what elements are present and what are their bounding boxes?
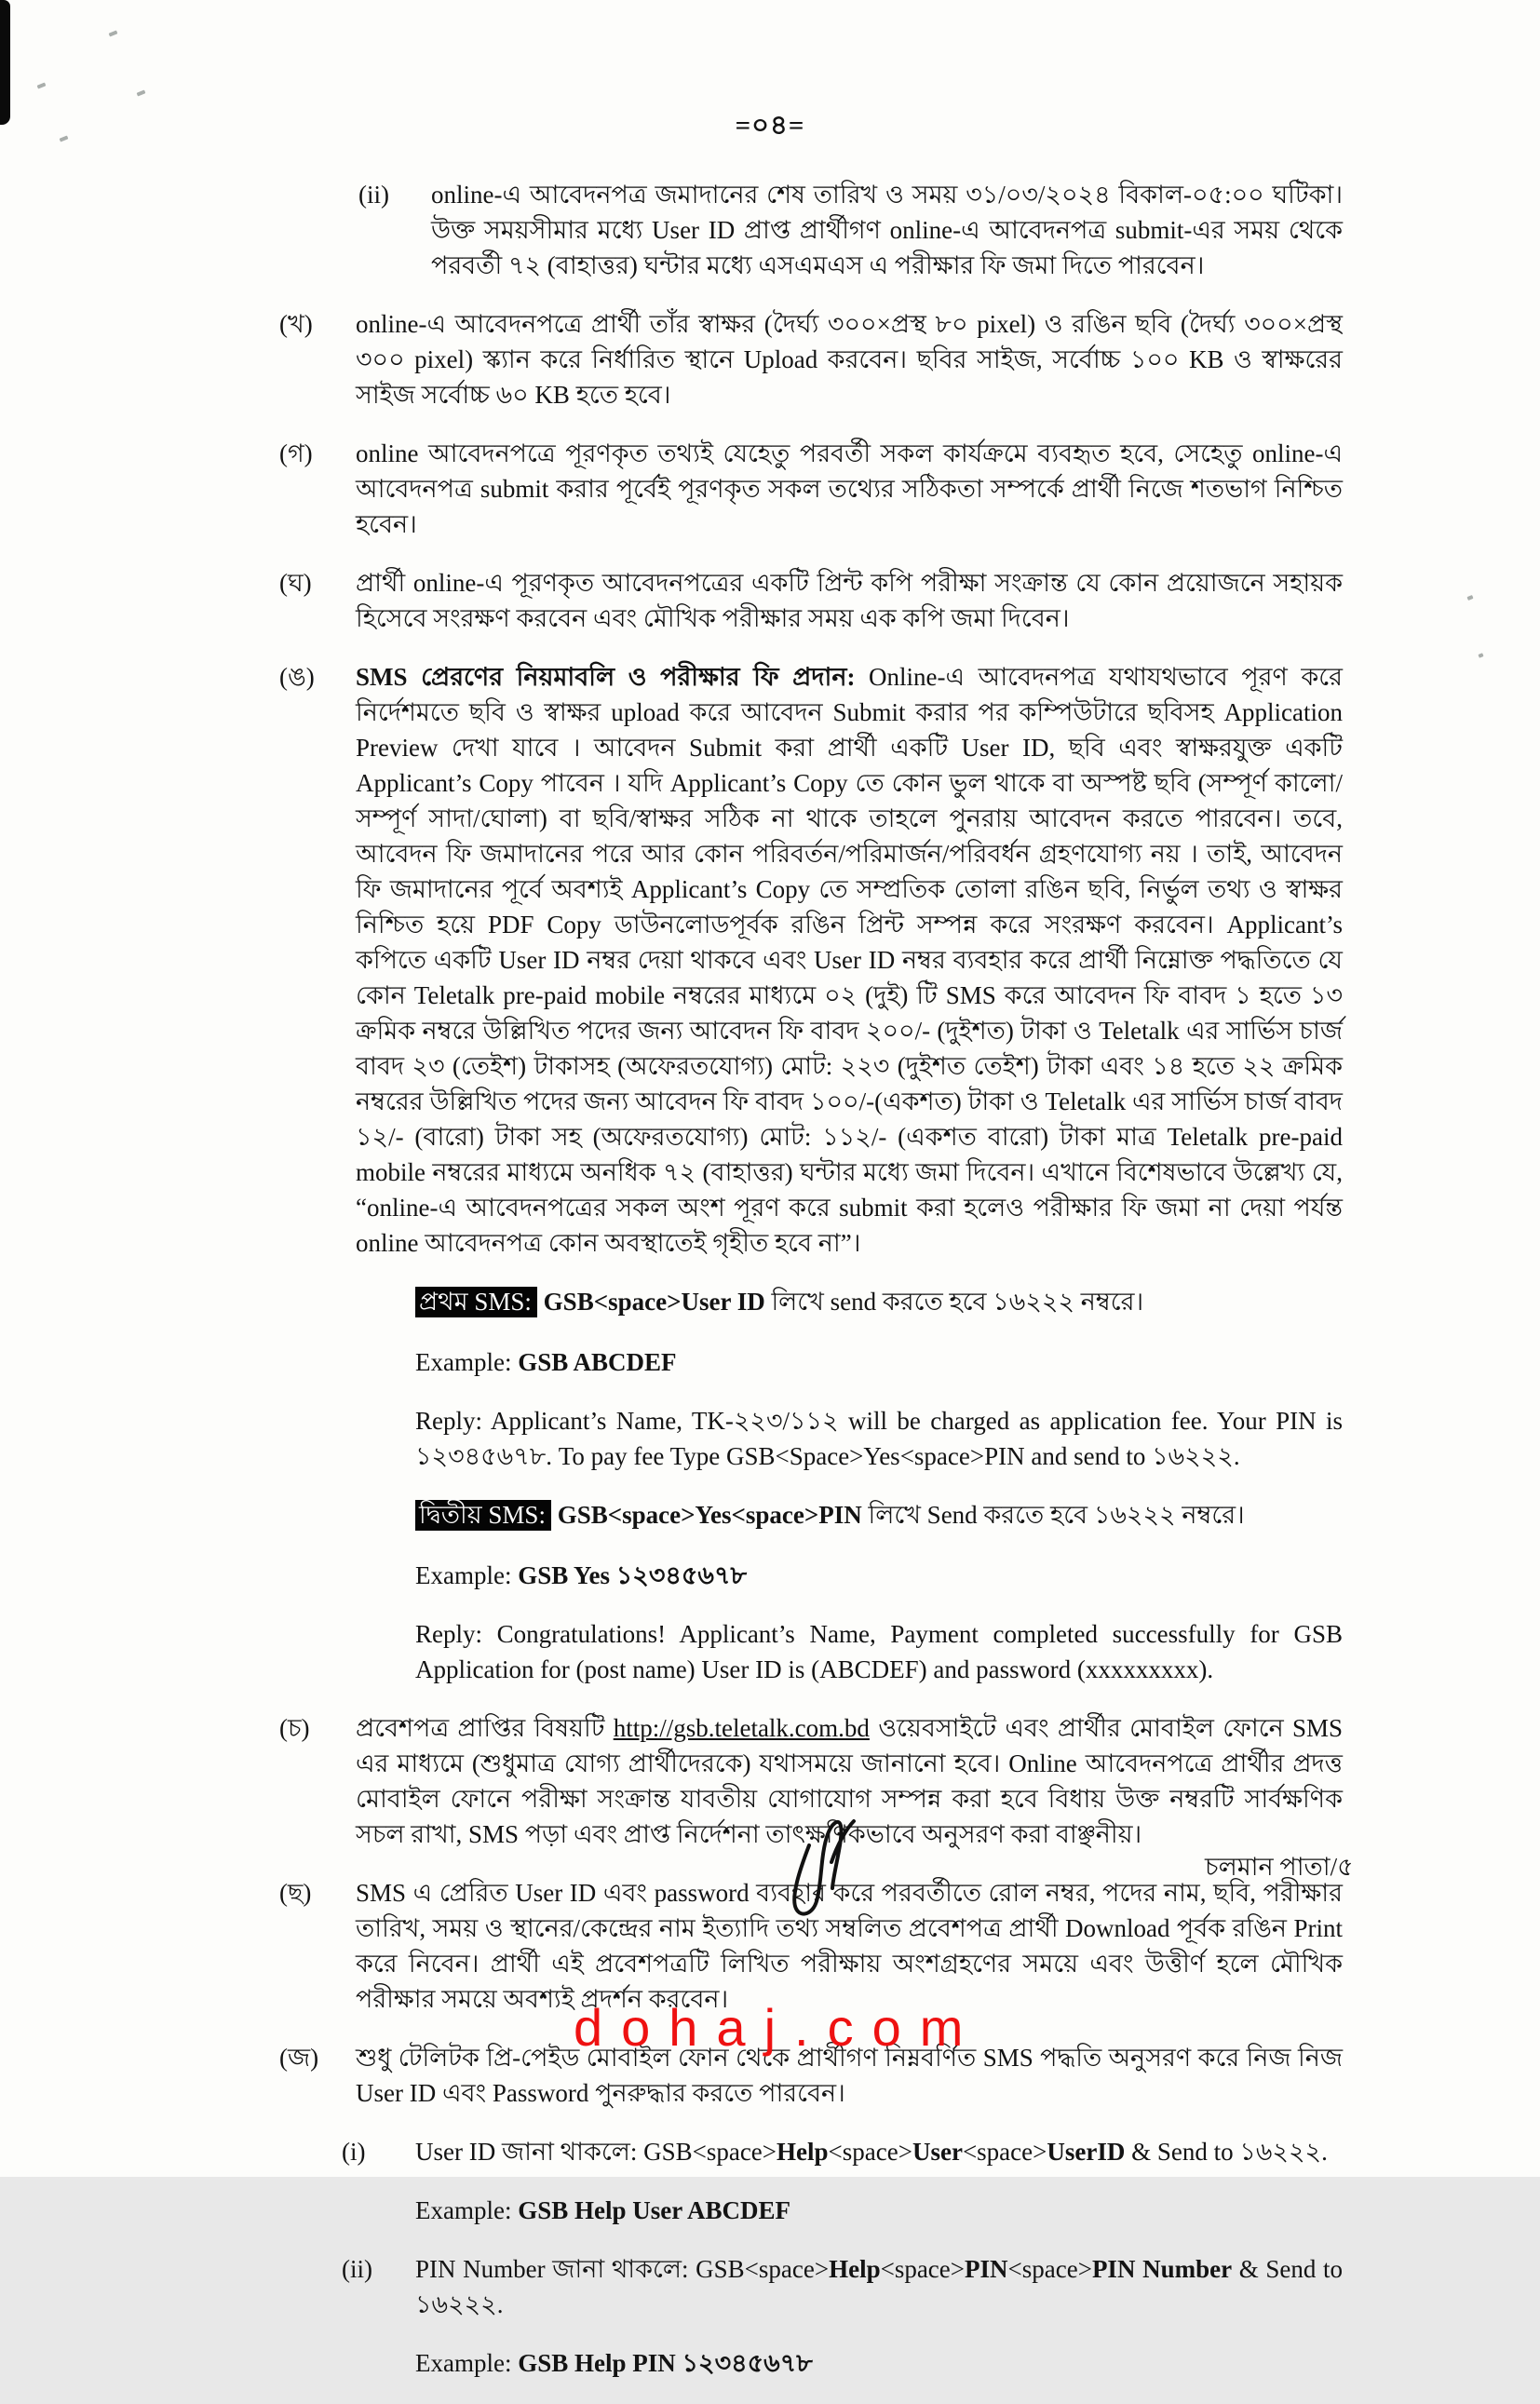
text-segment: লিখে send করতে হবে ১৬২২২ নম্বরে।: [764, 1288, 1144, 1316]
sms-example: [415, 1344, 1343, 1380]
text-segment: লিখে Send করতে হবে ১৬২২২ নম্বরে।: [861, 1501, 1245, 1529]
text-segment: শুধু টেলিটক প্রি-পেইড মোবাইল ফোন থেকে প্রার্থীগণ নিম্নবর্ণিত SMS পদ্ধতি অনুসরণ করে নিজ নিজ User ID এবং Password পুনরুদ্ধার করতে পারবেন।: [356, 2044, 1343, 2107]
text-segment: User ID জানা থাকলে: GSB<space>: [415, 2138, 777, 2166]
scan-artifact: [0, 0, 10, 125]
highlight-label: দ্বিতীয় SMS:: [415, 1500, 551, 1531]
text-segment: Help: [777, 2138, 829, 2166]
sms-example: [415, 2193, 1343, 2228]
text-segment: <space>: [962, 2138, 1047, 2166]
item-text: [356, 659, 1343, 1261]
text-segment: User: [912, 2138, 963, 2166]
item-label: (ii): [358, 181, 389, 209]
scan-artifact: [37, 82, 47, 88]
text-segment: GSB<space>User ID: [543, 1288, 765, 1316]
item-label: (ঘ): [279, 569, 312, 597]
sms-reply: [415, 1403, 1343, 1474]
text-segment: UserID: [1047, 2138, 1126, 2166]
continuation-note: চলমান পাতা/৫: [1205, 1853, 1354, 1881]
list-item: [279, 306, 1343, 412]
item-text: [415, 2134, 1343, 2169]
text-segment: GSB ABCDEF: [518, 1348, 677, 1376]
item-label: (ii): [342, 2255, 372, 2283]
text-segment: প্রার্থী online-এ পূরণকৃত আবেদনপত্রের একটি প্রিন্ট কপি পরীক্ষা সংক্রান্ত যে কোন প্রয়োজনে সহায়ক হিসেবে সংরক্ষণ করবেন এবং মৌখিক পরীক্ষার সময় এক কপি জমা দিবেন।: [356, 569, 1343, 632]
sms-example: [415, 1558, 1343, 1593]
text-segment: http://gsb.teletalk.com.bd: [613, 1714, 870, 1742]
scan-artifact: [1478, 653, 1483, 658]
item-text: [415, 2251, 1343, 2322]
list-item: [279, 177, 1343, 283]
item-label: (ছ): [279, 1879, 312, 1907]
text-segment: GSB<space>Yes<space>PIN: [557, 1501, 862, 1529]
text-segment: Online-এ আবেদনপত্র যথাযথভাবে পূরণ করে নির্দেশমতে ছবি ও স্বাক্ষর upload করে আবেদন Submit করার পর কম্পিউটারে ছবিসহ Application Preview দেখা যাবে । আবেদন Submit করা প্রার্থী একটি User ID, ছবি এবং স্বাক্ষরযুক্ত একটি Applicant’s Copy পাবেন । যদি Applicant’s Copy তে কোন ভুল থাকে বা অস্পষ্ট ছবি (সম্পূর্ণ কালো/সম্পূর্ণ সাদা/ঘোলা) বা ছবি/স্বাক্ষর সঠিক না থাকে তাহলে পুনরায় আবেদন করতে পারবেন। তবে, আবেদন ফি জমাদানের পরে আর কোন পরিবর্তন/পরিমার্জন/পরিবর্ধন গ্রহণযোগ্য নয় । তাই, আবেদন ফি জমাদানের পূর্বে অবশ্যই Applicant’s Copy তে সম্প্রতিক তোলা রঙিন ছবি, নির্ভুল তথ্য ও স্বাক্ষর নিশ্চিত হয়ে PDF Copy ডাউনলোডপূর্বক রঙিন প্রিন্ট সম্পন্ন করে সংরক্ষণ করবেন। Applicant’s কপিতে একটি User ID নম্বর দেয়া থাকবে এবং User ID নম্বর ব্যবহার করে প্রার্থী নিম্নোক্ত পদ্ধতিতে যে কোন Teletalk pre-paid mobile নম্বরের মাধ্যমে ০২ (দুই) টি SMS করে আবেদন ফি বাবদ ১ হতে ১৩ ক্রমিক নম্বরে উল্লিখিত পদের জন্য আবেদন ফি বাবদ ২০০/- (দুইশত) টাকা ও Teletalk এর সার্ভিস চার্জ বাবদ ২৩ (তেইশ) টাকাসহ (অফেরতযোগ্য) মোট: ২২৩ (দুইশত তেইশ) টাকা এবং ১৪ হতে ২২ ক্রমিক নম্বরের উল্লিখিত পদের জন্য আবেদন ফি বাবদ ১০০/-(একশত) টাকা ও Teletalk এর সার্ভিস চার্জ বাবদ ১২/- (বারো) টাকা সহ (অফেরতযোগ্য) মোট: ১১২/- (একশত বারো) টাকা মাত্র Teletalk pre-paid mobile নম্বরের মাধ্যমে অনধিক ৭২ (বাহাত্তর) ঘন্টার মধ্যে জমা দিবেন। এখানে বিশেষভাবে উল্লেখ্য যে, “online-এ আবেদনপত্রের সকল অংশ পূরণ করে submit করা হলেও পরীক্ষার ফি জমা না দেয়া পর্যন্ত online আবেদনপত্র কোন অবস্থাতেই গৃহীত হবে না”।: [356, 663, 1343, 1257]
sms-reply: [415, 1616, 1343, 1687]
list-item: [279, 436, 1343, 542]
text-segment: SMS এ প্রেরিত User ID এবং password ব্যবহার করে পরবর্তীতে রোল নম্বর, পদের নাম, ছবি, পরীক্ষার তারিখ, সময় ও স্থানের/কেন্দ্রের নাম ইত্যাদি তথ্য সম্বলিত প্রবেশপত্র প্রার্থী Download পূর্বক রঙিন Print করে নিবেন। প্রার্থী এই প্রবেশপত্রটি লিখিত পরীক্ষায় অংশগ্রহণের সময়ে এবং উত্তীর্ণ হলে মৌখিক পরীক্ষার সময়ে অবশ্যই প্রদর্শন করবেন।: [356, 1879, 1343, 2013]
item-text: [356, 306, 1343, 412]
text-segment: Example:: [415, 2196, 519, 2224]
text-segment: GSB Yes ১২৩৪৫৬৭৮: [518, 1561, 748, 1589]
item-label: (গ): [279, 439, 313, 467]
sub-list-item: [342, 2134, 1343, 2169]
text-segment: & Send to ১৬২২২.: [1125, 2138, 1328, 2166]
text-segment: online আবেদনপত্রে পূরণকৃত তথ্যই যেহেতু পরবর্তী সকল কার্যক্রমে ব্যবহৃত হবে, সেহেতু online-এ আবেদনপত্র submit করার পূর্বেই পূরণকৃত সকল তথ্যের সঠিকতা সম্পর্কে প্রার্থী নিজে শতভাগ নিশ্চিত হবেন।: [356, 439, 1343, 538]
signature-mark: [787, 1801, 863, 1933]
text-segment: Example:: [415, 1348, 519, 1376]
list-item: [279, 565, 1343, 636]
text-segment: Reply: Congratulations! Applicant’s Name, Payment completed successfully for GSB Application for (post name) User ID is (ABCDEF) and password (xxxxxxxxx).: [415, 1620, 1343, 1683]
text-segment: Example:: [415, 1561, 519, 1589]
text-segment: <space>: [1007, 2255, 1092, 2283]
sub-list-item: [342, 2251, 1343, 2322]
item-label: (খ): [279, 310, 313, 338]
text-segment: Help: [829, 2255, 881, 2283]
item-text: [356, 436, 1343, 542]
scan-artifact: [137, 89, 146, 96]
text-segment: Reply: Applicant’s Name, TK-২২৩/১১২ will be charged as application fee. Your PIN is ১২৩৪৫৬৭৮. To pay fee Type GSB<Space>Yes<space>PIN and send to ১৬২২২.: [415, 1407, 1343, 1470]
item-label: (ঙ): [279, 663, 315, 691]
sms-instruction-second: [415, 1497, 1343, 1533]
text-segment: PIN Number: [1091, 2255, 1233, 2283]
highlight-label: প্রথম SMS:: [415, 1287, 537, 1317]
document-body: [279, 177, 1343, 2404]
sms-instruction-first: [415, 1284, 1343, 1319]
text-segment: <space>: [880, 2255, 966, 2283]
list-item: [279, 659, 1343, 1261]
text-segment: GSB Help User ABCDEF: [518, 2196, 790, 2224]
scan-artifact: [109, 30, 118, 36]
item-label: (জ): [279, 2044, 319, 2072]
watermark: dohaj.com: [574, 1998, 982, 2057]
item-label: (i): [342, 2138, 366, 2166]
text-segment: প্রবেশপত্র প্রাপ্তির বিষয়টি: [356, 1714, 614, 1742]
text-segment: SMS প্রেরণের নিয়মাবলি ও পরীক্ষার ফি প্রদান:: [356, 663, 870, 691]
text-segment: GSB Help PIN ১২৩৪৫৬৭৮: [518, 2349, 813, 2377]
sms-example: [415, 2345, 1343, 2381]
item-text: [431, 177, 1343, 283]
page-number: =০৪=: [735, 111, 805, 141]
text-segment: ওয়েবসাইটে এবং প্রার্থীর মোবাইল ফোনে SMS এর মাধ্যমে (শুধুমাত্র যোগ্য প্রার্থীদেরকে) যথাসময়ে জানানো হবে। Online আবেদনপত্রে প্রার্থীর প্রদত্ত মোবাইল ফোনে পরীক্ষা সংক্রান্ত যাবতীয় যোগাযোগ সম্পন্ন করা হবে বিধায় উক্ত নম্বরটি সার্বক্ষণিক সচল রাখা, SMS পড়া এবং প্রাপ্ত নির্দেশনা তাৎক্ষণিকভাবে অনুসরণ করা বাঞ্ছনীয়।: [356, 1714, 1343, 1848]
text-segment: [551, 1501, 558, 1529]
text-segment: PIN: [965, 2255, 1008, 2283]
item-label: (চ): [279, 1714, 310, 1742]
text-segment: [537, 1288, 544, 1316]
text-segment: online-এ আবেদনপত্র জমাদানের শেষ তারিখ ও সময় ৩১/০৩/২০২৪ বিকাল-০৫:০০ ঘটিকা। উক্ত সময়সীমার মধ্যে User ID প্রাপ্ত প্রার্থীগণ online-এ আবেদনপত্র submit-এর সময় থেকে পরবর্তী ৭২ (বাহাত্তর) ঘন্টার মধ্যে এসএমএস এ পরীক্ষার ফি জমা দিতে পারবেন।: [431, 181, 1343, 279]
scan-artifact: [1466, 595, 1473, 601]
text-segment: <space>: [828, 2138, 912, 2166]
text-segment: & Send to ১৬২২২.: [415, 2255, 1343, 2318]
text-segment: PIN Number জানা থাকলে: GSB<space>: [415, 2255, 830, 2283]
item-text: [356, 565, 1343, 636]
text-segment: online-এ আবেদনপত্রে প্রার্থী তাঁর স্বাক্ষর (দৈর্ঘ্য ৩০০×প্রস্থ ৮০ pixel) ও রঙিন ছবি (দৈর্ঘ্য ৩০০×প্রস্থ ৩০০ pixel) স্ক্যান করে নির্ধারিত স্থানে Upload করবেন। ছবির সাইজ, সর্বোচ্চ ১০০ KB ও স্বাক্ষরের সাইজ সর্বোচ্চ ৬০ KB হতে হবে।: [356, 310, 1343, 409]
text-segment: Example:: [415, 2349, 519, 2377]
